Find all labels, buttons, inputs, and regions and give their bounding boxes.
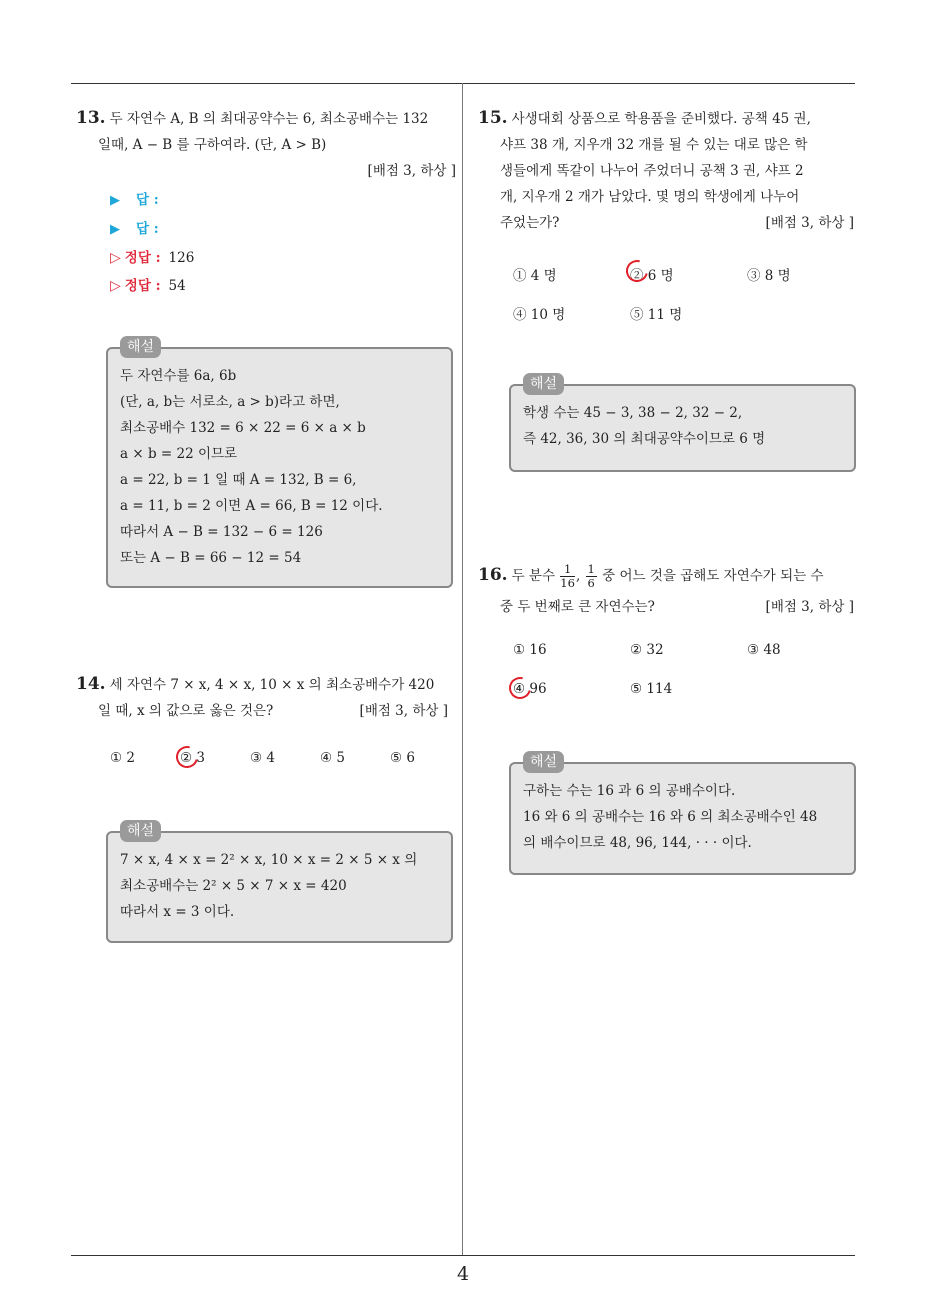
solution-box <box>106 339 453 588</box>
solution-box <box>509 376 856 472</box>
solution-line: 따라서 A − B = 132 − 6 = 126 <box>120 524 323 540</box>
question-text: 중 두 번째로 큰 자연수는? <box>500 599 655 615</box>
question-text: 두 자연수 A, B 의 최대공약수는 6, 최소공배수는 132 <box>109 111 429 127</box>
score-label: [배점 3, 하상 ] <box>359 703 448 719</box>
solution-line: (단, a, b는 서로소, a > b)라고 하면, <box>120 394 340 410</box>
question-number: 16. <box>478 565 508 585</box>
answer-circle-mark <box>172 742 202 772</box>
correct-answer-value: 54 <box>168 278 186 294</box>
correct-answer-value: 126 <box>168 250 195 266</box>
choice-2[interactable]: ② 6 명 <box>630 268 674 284</box>
question-16: 16. 두 분수 $\frac{1}{16}$ , $\frac{1}{6}$ 중 어느 것을 곱해도 자연수가 되는 수 중 두 번째로 큰 자연수는? [배점 3, 하상 ] <box>478 557 856 620</box>
solution-tag: 해설 <box>120 820 161 842</box>
solution-line: 즉 42, 36, 30 의 최대공약수이므로 6 명 <box>523 431 766 447</box>
correct-answer-label: 정답 : <box>124 278 161 294</box>
solution-line: 학생 수는 45 − 3, 38 − 2, 32 − 2, <box>523 405 743 421</box>
choice-4[interactable]: ④ 10 명 <box>513 307 566 323</box>
fraction-denominator: 6 <box>587 576 595 590</box>
question-13 <box>76 105 456 184</box>
page-number: 4 <box>456 1263 470 1285</box>
column-divider <box>462 83 463 1256</box>
fraction-numerator: 1 <box>587 562 595 576</box>
fraction-denominator: 16 <box>560 576 575 590</box>
play-outline-icon: ▷ <box>110 278 121 294</box>
choice-3[interactable]: ③ 48 <box>747 642 781 658</box>
score-label: [배점 3, 하상 ] <box>367 163 456 179</box>
choice-3[interactable]: ③ 4 <box>250 750 275 766</box>
correct-answer-label: 정답 : <box>124 250 161 266</box>
answer-list <box>110 186 194 300</box>
choice-3[interactable]: ③ 8 명 <box>747 268 791 284</box>
choice-4[interactable]: ④ 96 <box>513 681 547 697</box>
question-number: 14. <box>76 674 106 694</box>
choice-list <box>110 750 450 772</box>
bottom-rule <box>71 1255 855 1256</box>
choice-4[interactable]: ④ 5 <box>320 750 345 766</box>
solution-line: 16 와 6 의 공배수는 16 와 6 의 최소공배수인 48 <box>523 809 818 825</box>
choice-list <box>513 264 853 324</box>
choice-1[interactable]: ① 16 <box>513 642 547 658</box>
solution-line: 구하는 수는 16 과 6 의 공배수이다. <box>523 783 736 799</box>
solution-line: a = 22, b = 1 일 때 A = 132, B = 6, <box>120 472 357 488</box>
question-text: 생들에게 똑같이 나누어 주었더니 공책 3 권, 샤프 2 <box>500 163 804 179</box>
solution-tag: 해설 <box>120 336 161 358</box>
top-rule <box>71 83 855 84</box>
question-text: 샤프 38 개, 지우개 32 개를 될 수 있는 대로 많은 학 <box>500 137 808 153</box>
solution-line: 최소공배수 132 = 6 × 22 = 6 × a × b <box>120 420 366 436</box>
choice-1[interactable]: ① 2 <box>110 750 135 766</box>
solution-tag: 해설 <box>523 751 564 773</box>
solution-box <box>106 823 453 943</box>
fraction-numerator: 1 <box>560 563 575 577</box>
choice-2[interactable]: ② 3 <box>180 750 205 766</box>
solution-line: 따라서 x = 3 이다. <box>120 904 235 920</box>
solution-line: 두 자연수를 6a, 6b <box>120 368 237 384</box>
play-icon: ▶ <box>110 193 120 208</box>
solution-line: a × b = 22 이므로 <box>120 446 238 462</box>
play-outline-icon: ▷ <box>110 250 121 266</box>
question-text: 두 분수 <box>511 568 555 584</box>
choice-1[interactable]: ① 4 명 <box>513 268 557 284</box>
question-text: 일 때, x 의 값으로 옳은 것은? <box>98 703 274 719</box>
choice-2[interactable]: ② 32 <box>630 642 664 658</box>
fraction <box>586 563 597 590</box>
question-14 <box>76 671 456 724</box>
play-icon: ▶ <box>110 222 120 237</box>
solution-tag: 해설 <box>523 373 564 395</box>
question-text: 세 자연수 7 × x, 4 × x, 10 × x 의 최소공배수가 420 <box>109 677 435 693</box>
solution-line: 또는 A − B = 66 − 12 = 54 <box>120 550 302 566</box>
choice-list <box>513 642 853 702</box>
solution-line: 최소공배수는 2² × 5 × 7 × x = 420 <box>120 878 347 894</box>
solution-line: a = 11, b = 2 이면 A = 66, B = 12 이다. <box>120 498 383 514</box>
question-text: 사생대회 상품으로 학용품을 준비했다. 공책 45 권, <box>511 111 811 127</box>
question-text: 일때, A − B 를 구하여라. (단, A > B) <box>98 137 327 153</box>
solution-line: 의 배수이므로 48, 96, 144, · · · 이다. <box>523 835 752 851</box>
score-label: [배점 3, 하상 ] <box>765 599 854 615</box>
answer-label: 답 : <box>136 192 159 208</box>
choice-5[interactable]: ⑤ 114 <box>630 681 673 697</box>
choice-5[interactable]: ⑤ 11 명 <box>630 307 683 323</box>
solution-line: 7 × x, 4 × x = 2² × x, 10 × x = 2 × 5 × x 의 <box>120 852 418 868</box>
question-text: 주었는가? <box>500 215 560 231</box>
question-text: 중 어느 것을 곱해도 자연수가 되는 수 <box>602 568 824 584</box>
question-number: 13. <box>76 108 106 128</box>
question-text: 개, 지우개 2 개가 남았다. 몇 명의 학생에게 나누어 <box>500 189 800 205</box>
question-15 <box>478 105 856 236</box>
choice-5[interactable]: ⑤ 6 <box>390 750 415 766</box>
answer-circle-mark <box>505 673 535 703</box>
answer-label: 답 : <box>136 221 159 237</box>
question-number: 15. <box>478 108 508 128</box>
fraction <box>560 563 575 590</box>
score-label: [배점 3, 하상 ] <box>765 215 854 231</box>
solution-box <box>509 754 856 875</box>
